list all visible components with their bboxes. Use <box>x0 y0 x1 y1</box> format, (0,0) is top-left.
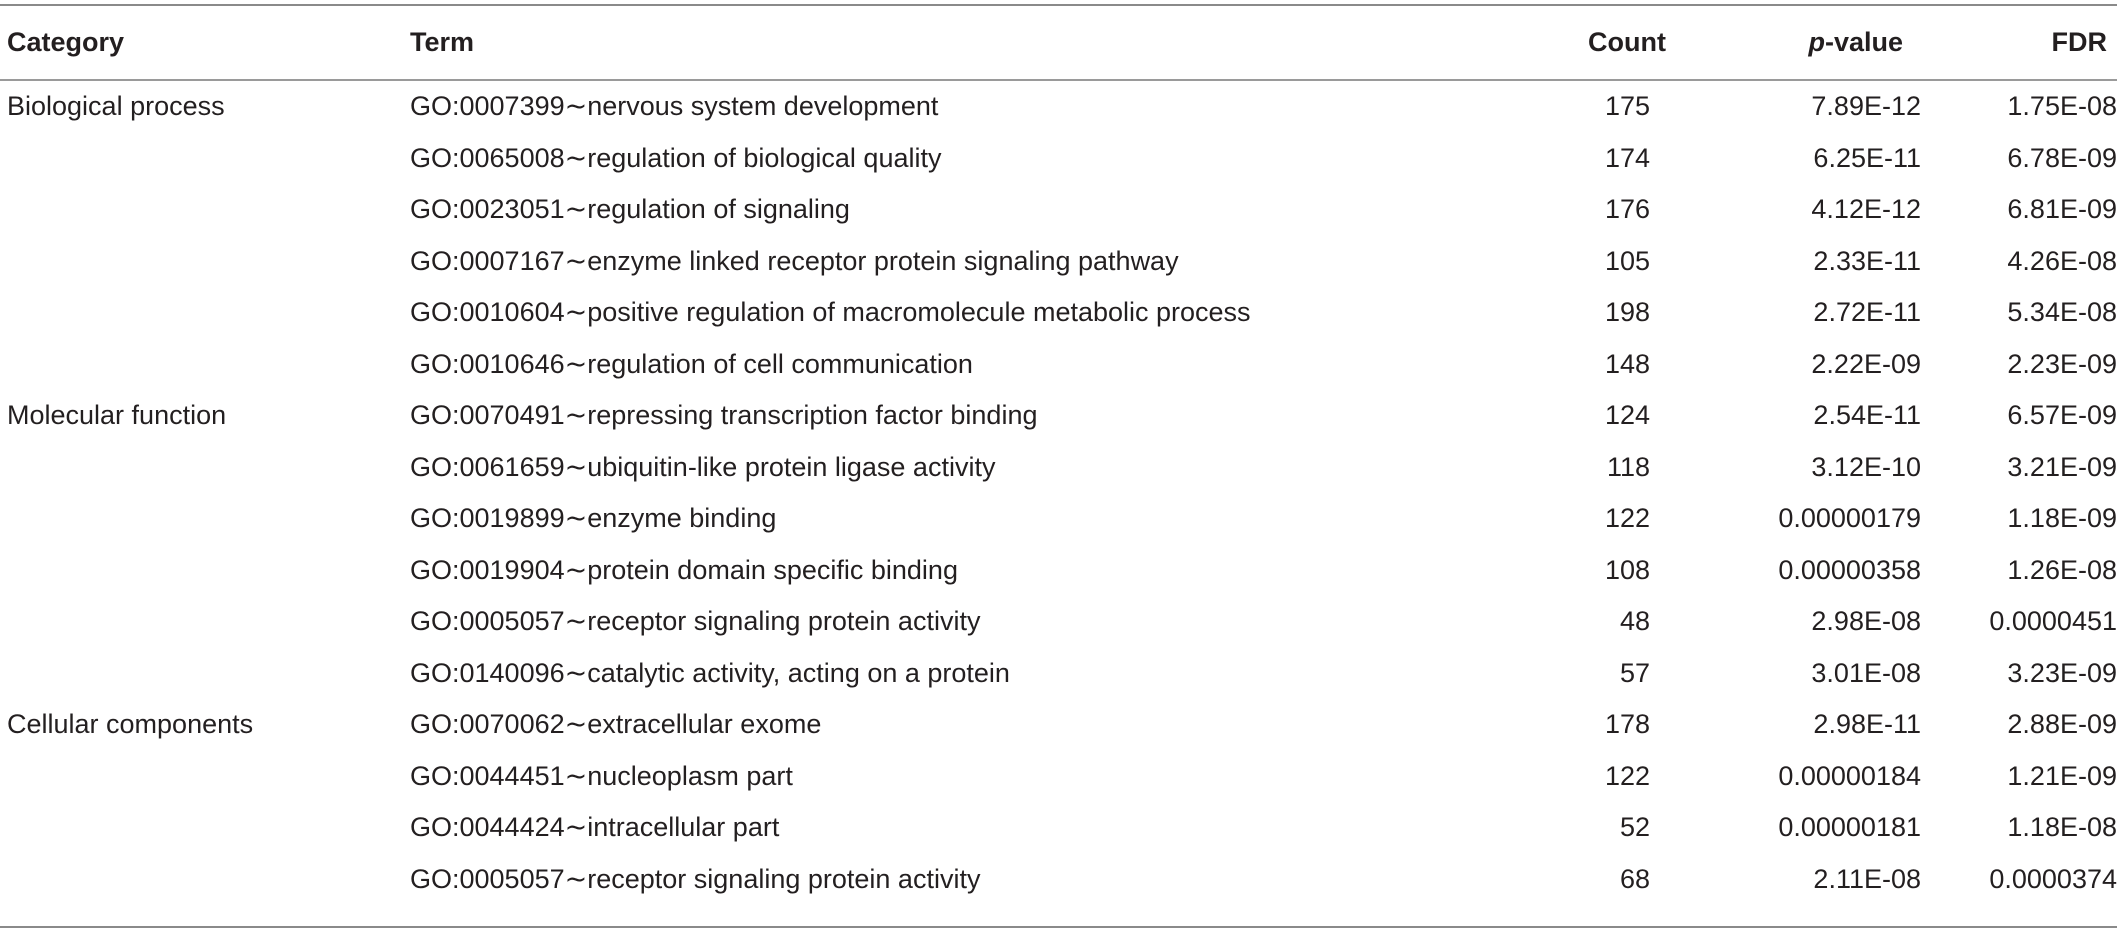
category-cell: Cellular components <box>7 709 254 740</box>
count-cell: 198 <box>1604 297 1650 328</box>
header-category: Category <box>7 27 125 57</box>
pvalue-cell: 3.12E-10 <box>1811 451 1921 482</box>
pvalue-cell: 2.98E-08 <box>1811 606 1921 637</box>
fdr-cell: 2.88E-09 <box>2007 709 2117 740</box>
category-cell <box>0 133 410 185</box>
table-row <box>0 648 2117 700</box>
fdr-cell: 6.81E-09 <box>2007 194 2117 225</box>
term-cell: GO:0044424∼intracellular part <box>410 812 780 843</box>
table-row <box>0 545 2117 597</box>
category-cell <box>0 339 410 391</box>
table-header <box>0 6 2117 79</box>
category-cell <box>0 751 410 803</box>
count-cell: 176 <box>1604 194 1650 225</box>
fdr-cell: 4.26E-08 <box>2007 245 2117 276</box>
table-row <box>0 699 2117 751</box>
header-count: Count <box>1588 27 1666 57</box>
category-cell <box>0 493 410 545</box>
header-term: Term <box>410 27 475 57</box>
fdr-cell: 5.34E-08 <box>2007 297 2117 328</box>
table-row <box>0 236 2117 288</box>
count-cell: 68 <box>1619 863 1650 894</box>
category-cell <box>0 596 410 648</box>
header-pvalue-p: p <box>1808 27 1825 57</box>
count-cell: 105 <box>1604 245 1650 276</box>
term-cell: GO:0070491∼repressing transcription factor binding <box>410 400 1038 431</box>
count-cell: 57 <box>1619 657 1650 688</box>
fdr-cell: 0.0000451 <box>1989 606 2117 637</box>
fdr-cell: 6.78E-09 <box>2007 142 2117 173</box>
term-cell: GO:0007167∼enzyme linked receptor protein signaling pathway <box>410 245 1179 276</box>
count-cell: 175 <box>1604 91 1650 122</box>
table-row <box>0 133 2117 185</box>
pvalue-cell: 0.00000358 <box>1778 554 1921 585</box>
table-row <box>0 854 2117 906</box>
term-cell: GO:0005057∼receptor signaling protein activity <box>410 863 981 894</box>
category-cell <box>0 236 410 288</box>
header-fdr: FDR <box>2051 27 2107 57</box>
fdr-cell: 1.18E-08 <box>2007 812 2117 843</box>
table-row <box>0 751 2117 803</box>
count-cell: 174 <box>1604 142 1650 173</box>
count-cell: 122 <box>1604 503 1650 534</box>
count-cell: 108 <box>1604 554 1650 585</box>
pvalue-cell: 0.00000179 <box>1778 503 1921 534</box>
term-cell: GO:0019899∼enzyme binding <box>410 503 777 534</box>
term-cell: GO:0044451∼nucleoplasm part <box>410 760 793 791</box>
category-cell <box>0 648 410 700</box>
term-cell: GO:0070062∼extracellular exome <box>410 709 822 740</box>
pvalue-cell: 3.01E-08 <box>1811 657 1921 688</box>
fdr-cell: 6.57E-09 <box>2007 400 2117 431</box>
pvalue-cell: 7.89E-12 <box>1811 91 1921 122</box>
term-cell: GO:0019904∼protein domain specific binding <box>410 554 958 585</box>
term-cell: GO:0007399∼nervous system development <box>410 91 939 122</box>
category-cell <box>0 184 410 236</box>
count-cell: 122 <box>1604 760 1650 791</box>
table-row <box>0 184 2117 236</box>
category-cell <box>0 545 410 597</box>
table-bottom-rule <box>0 926 2117 928</box>
header-pvalue <box>1666 6 1943 79</box>
fdr-cell: 1.75E-08 <box>2007 91 2117 122</box>
pvalue-cell: 2.11E-08 <box>1813 863 1921 894</box>
category-cell <box>0 442 410 494</box>
count-cell: 118 <box>1606 451 1650 482</box>
pvalue-cell: 2.33E-11 <box>1813 245 1921 276</box>
table-row <box>0 596 2117 648</box>
term-cell: GO:0023051∼regulation of signaling <box>410 194 850 225</box>
count-cell: 178 <box>1604 709 1650 740</box>
fdr-cell: 1.18E-09 <box>2007 503 2117 534</box>
category-cell <box>0 287 410 339</box>
fdr-cell: 0.0000374 <box>1989 863 2117 894</box>
fdr-cell: 3.21E-09 <box>2007 451 2117 482</box>
count-cell: 48 <box>1619 606 1650 637</box>
category-cell <box>0 802 410 854</box>
term-cell: GO:0061659∼ubiquitin-like protein ligase activity <box>410 451 996 482</box>
count-cell: 124 <box>1604 400 1650 431</box>
count-cell: 52 <box>1619 812 1650 843</box>
table-row <box>0 287 2117 339</box>
pvalue-cell: 2.98E-11 <box>1813 709 1921 740</box>
term-cell: GO:0010604∼positive regulation of macromolecule metabolic process <box>410 297 1251 328</box>
fdr-cell: 1.26E-08 <box>2007 554 2117 585</box>
table-row <box>0 442 2117 494</box>
data-table <box>0 6 2117 905</box>
table-row <box>0 79 2117 133</box>
pvalue-cell: 0.00000184 <box>1778 760 1921 791</box>
term-cell: GO:0140096∼catalytic activity, acting on a protein <box>410 657 1010 688</box>
table-row <box>0 493 2117 545</box>
table-row <box>0 802 2117 854</box>
table-body <box>0 79 2117 905</box>
table-row <box>0 390 2117 442</box>
category-cell: Molecular function <box>7 400 227 431</box>
fdr-cell: 2.23E-09 <box>2007 348 2117 379</box>
pvalue-cell: 6.25E-11 <box>1813 142 1921 173</box>
pvalue-cell: 0.00000181 <box>1778 812 1921 843</box>
pvalue-cell: 2.22E-09 <box>1811 348 1921 379</box>
term-cell: GO:0010646∼regulation of cell communication <box>410 348 973 379</box>
header-row <box>0 6 2117 79</box>
pvalue-cell: 4.12E-12 <box>1811 194 1921 225</box>
pvalue-cell: 2.54E-11 <box>1813 400 1921 431</box>
fdr-cell: 1.21E-09 <box>2007 760 2117 791</box>
term-cell: GO:0005057∼receptor signaling protein activity <box>410 606 981 637</box>
fdr-cell: 3.23E-09 <box>2007 657 2117 688</box>
category-cell: Biological process <box>7 91 225 122</box>
pvalue-cell: 2.72E-11 <box>1813 297 1921 328</box>
table-row <box>0 339 2117 391</box>
header-pvalue-suffix: -value <box>1824 27 1903 57</box>
category-cell <box>0 854 410 906</box>
term-cell: GO:0065008∼regulation of biological quality <box>410 142 942 173</box>
count-cell: 148 <box>1604 348 1650 379</box>
